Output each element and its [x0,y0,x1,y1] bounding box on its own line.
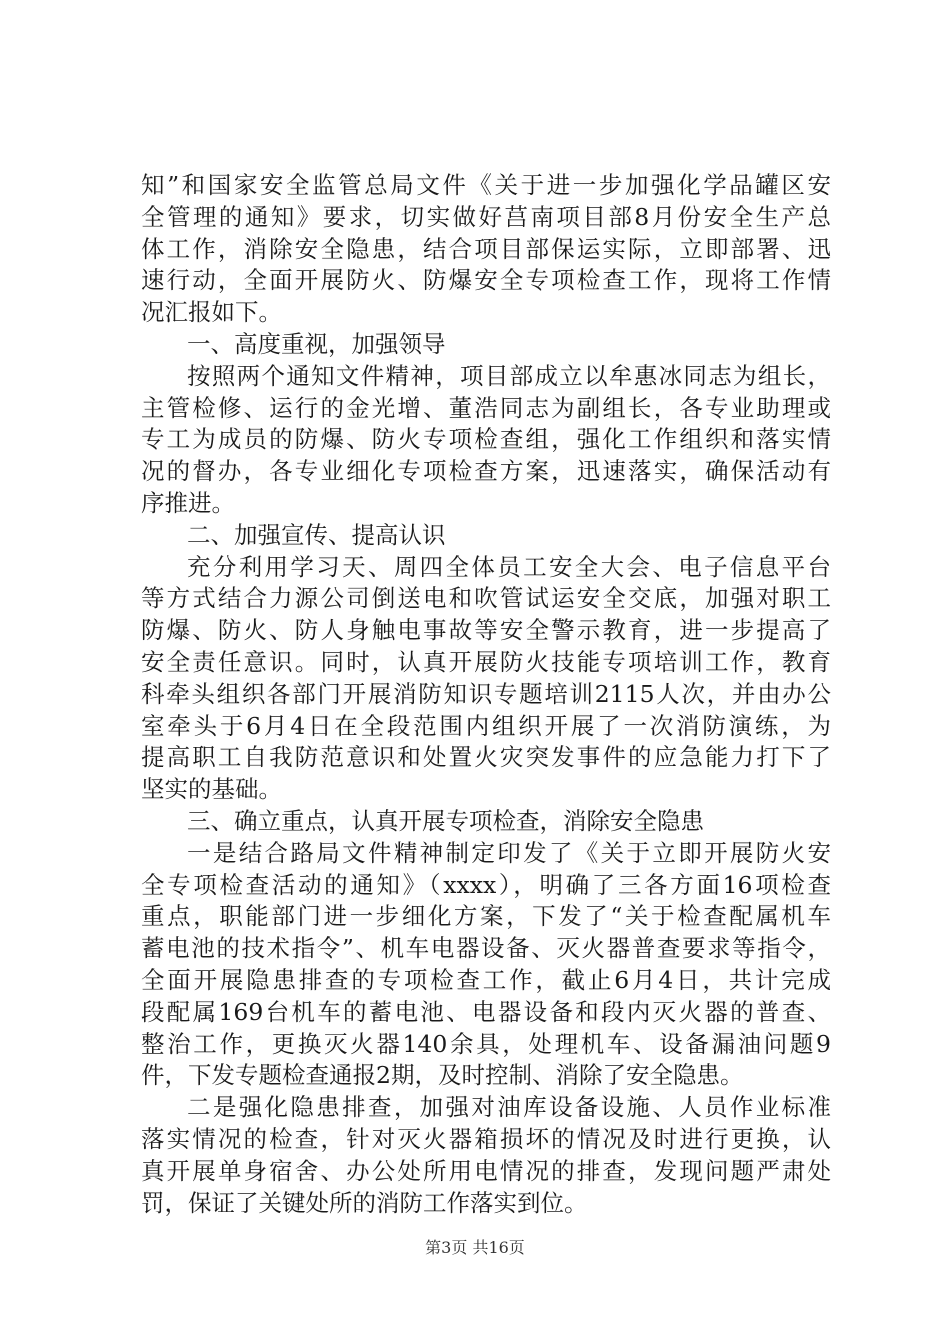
body-text-line: 科牵头组织各部门开展消防知识专题培训2115人次，并由办公 [141,679,831,708]
body-text-line: 况汇报如下。 [141,298,282,327]
body-text-line: 安全责任意识。同时，认真开展防火技能专项培训工作，教育 [141,648,831,676]
section-heading-1: 一、高度重视，加强领导 [187,330,446,358]
body-text-line: 体工作，消除安全隐患，结合项目部保运实际，立即部署、迅 [141,234,831,263]
body-text-line: 防爆、防火、防人身触电事故等安全警示教育，进一步提高了 [141,616,831,645]
body-text-line: 全专项检查活动的通知》（xxxx），明确了三各方面16项检查 [141,870,831,899]
body-text-line: 序推进。 [141,489,235,517]
paragraph-first-line: 二是强化隐患排查，加强对油库设备设施、人员作业标准 [187,1093,831,1122]
body-text-line: 专工为成员的防爆、防火专项检查组，强化工作组织和落实情 [141,425,831,454]
body-text-line: 段配属169台机车的蓄电池、电器设备和段内灭火器的普查、 [141,997,831,1026]
body-text-line: 提高职工自我防范意识和处置火灾突发事件的应急能力打下了 [141,743,831,772]
paragraph-first-line: 充分利用学习天、周四全体员工安全大会、电子信息平台 [187,552,831,581]
body-text-line: 整治工作，更换灭火器140余具，处理机车、设备漏油问题9 [141,1029,831,1058]
body-text-line: 重点，职能部门进一步细化方案，下发了“关于检查配属机车 [141,902,831,931]
body-text-line: 罚，保证了关键处所的消防工作落实到位。 [141,1188,588,1217]
body-text-line: 全面开展隐患排查的专项检查工作，截止6月4日，共计完成 [141,966,831,994]
paragraph-first-line: 按照两个通知文件精神，项目部成立以牟惠冰同志为组长， [187,361,831,390]
section-heading-2: 二、加强宣传、提高认识 [187,520,446,549]
body-text-line: 况的督办，各专业细化专项检查方案，迅速落实，确保活动有 [141,457,831,486]
paragraph-first-line: 一是结合路局文件精神制定印发了《关于立即开展防火安 [187,838,831,867]
body-text-line: 知”和国家安全监管总局文件《关于进一步加强化学品罐区安 [141,171,831,199]
body-text-line: 坚实的基础。 [141,775,282,804]
body-text-line: 全管理的通知》要求，切实做好莒南项目部8月份安全生产总 [141,202,831,231]
body-text-line: 室牵头于6月4日在全段范围内组织开展了一次消防演练，为 [141,711,831,740]
body-text-line: 落实情况的检查，针对灭火器箱损坏的情况及时进行更换，认 [141,1125,831,1153]
page-number-footer: 第3页 共16页 [425,1238,525,1257]
body-text-line: 主管检修、运行的金光增、董浩同志为副组长，各专业助理或 [141,393,831,422]
body-text-line: 蓄电池的技术指令”、机车电器设备、灭火器普查要求等指令， [141,934,831,963]
section-heading-3: 三、确立重点，认真开展专项检查，消除安全隐患 [187,807,704,835]
body-text-line: 速行动，全面开展防火、防爆安全专项检查工作，现将工作情 [141,266,831,295]
body-text-line: 真开展单身宿舍、办公处所用电情况的排查，发现问题严肃处 [141,1156,831,1185]
body-text-line: 件，下发专题检查通报2期，及时控制、消除了安全隐患。 [141,1061,744,1090]
body-text-line: 等方式结合力源公司倒送电和吹管试运安全交底，加强对职工 [141,584,831,613]
